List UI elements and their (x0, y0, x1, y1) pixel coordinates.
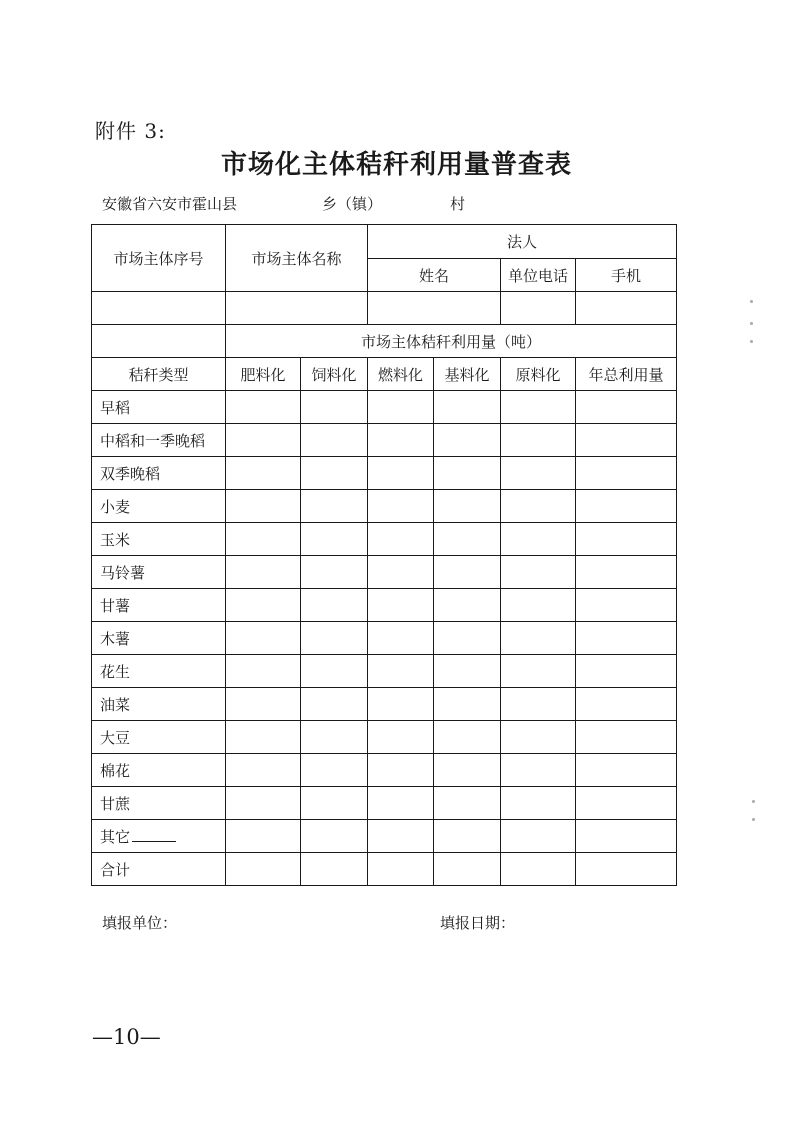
crop-name: 棉花 (100, 761, 131, 780)
data-cell[interactable] (301, 622, 368, 655)
crop-name: 早稻 (100, 398, 131, 417)
data-cell[interactable] (501, 523, 576, 556)
fill-date-label: 填报日期： (440, 914, 516, 932)
crop-row (92, 589, 677, 622)
crop-label (92, 622, 226, 655)
data-cell[interactable] (301, 391, 368, 424)
data-cell[interactable] (576, 457, 677, 490)
crop-label (92, 556, 226, 589)
attachment-label: 附件 3: (95, 119, 166, 143)
data-cell[interactable] (501, 721, 576, 754)
usage-header-blank (92, 325, 226, 358)
data-cell[interactable] (368, 457, 434, 490)
header-legal-phone: 单位电话 (501, 259, 576, 292)
data-cell[interactable] (226, 754, 301, 787)
col-fuel: 燃料化 (368, 358, 434, 391)
header-legal-mobile: 手机 (576, 259, 677, 292)
data-cell[interactable] (368, 391, 434, 424)
col-straw-type: 秸秆类型 (92, 358, 226, 391)
data-cell[interactable] (576, 688, 677, 721)
data-cell[interactable] (434, 754, 501, 787)
crop-row (92, 391, 677, 424)
data-cell[interactable] (576, 391, 677, 424)
col-raw-material: 原料化 (501, 358, 576, 391)
data-cell[interactable] (501, 490, 576, 523)
data-cell[interactable] (301, 688, 368, 721)
page-title: 市场化主体秸秆利用量普查表 (220, 150, 572, 180)
crop-label (92, 523, 226, 556)
total-label: 合计 (92, 853, 226, 886)
data-cell[interactable] (226, 523, 301, 556)
header-entity-name: 市场主体名称 (226, 225, 368, 292)
crop-name: 甘蔗 (100, 794, 131, 813)
data-cell[interactable] (301, 754, 368, 787)
legal-phone-cell[interactable] (501, 292, 576, 325)
data-cell[interactable] (301, 424, 368, 457)
data-cell[interactable] (576, 721, 677, 754)
data-cell[interactable] (576, 754, 677, 787)
crop-name: 马铃薯 (100, 563, 146, 582)
usage-header: 市场主体秸秆利用量（吨） (226, 325, 677, 358)
data-cell[interactable] (368, 754, 434, 787)
data-cell[interactable] (226, 655, 301, 688)
data-cell[interactable] (576, 424, 677, 457)
crop-label (92, 787, 226, 820)
data-cell[interactable] (226, 424, 301, 457)
data-cell[interactable] (576, 556, 677, 589)
data-cell[interactable] (226, 457, 301, 490)
data-cell[interactable] (301, 721, 368, 754)
data-cell[interactable] (434, 787, 501, 820)
column-header-row (92, 358, 677, 391)
header-legal-person: 法人 (368, 225, 677, 259)
crop-label (92, 424, 226, 457)
crop-label (92, 490, 226, 523)
data-cell[interactable] (301, 853, 368, 886)
crop-label (92, 655, 226, 688)
crop-name: 油菜 (100, 695, 131, 714)
crop-label (92, 754, 226, 787)
data-cell[interactable] (368, 424, 434, 457)
data-cell[interactable] (576, 820, 677, 853)
data-cell[interactable] (434, 457, 501, 490)
data-cell[interactable] (576, 853, 677, 886)
crop-name: 小麦 (100, 497, 131, 516)
data-cell[interactable] (434, 424, 501, 457)
data-cell[interactable] (368, 556, 434, 589)
crop-row (92, 523, 677, 556)
data-cell[interactable] (226, 490, 301, 523)
data-cell[interactable] (501, 655, 576, 688)
data-cell[interactable] (576, 589, 677, 622)
data-cell[interactable] (301, 655, 368, 688)
data-cell[interactable] (434, 622, 501, 655)
crop-row (92, 655, 677, 688)
data-cell[interactable] (368, 721, 434, 754)
crop-row (92, 820, 677, 853)
data-cell[interactable] (368, 655, 434, 688)
data-cell[interactable] (501, 457, 576, 490)
crop-row (92, 556, 677, 589)
crop-label (92, 820, 226, 853)
crop-name: 花生 (100, 662, 131, 681)
col-substrate: 基料化 (434, 358, 501, 391)
data-cell[interactable] (301, 787, 368, 820)
data-cell[interactable] (368, 490, 434, 523)
data-cell[interactable] (301, 457, 368, 490)
data-cell[interactable] (226, 391, 301, 424)
scan-speck (750, 340, 753, 343)
col-annual-total: 年总利用量 (576, 358, 677, 391)
data-cell[interactable] (576, 523, 677, 556)
fill-unit-label: 填报单位： (102, 914, 178, 932)
crop-row (92, 457, 677, 490)
data-cell[interactable] (434, 589, 501, 622)
data-cell[interactable] (501, 589, 576, 622)
total-row (92, 853, 677, 886)
data-cell[interactable] (368, 853, 434, 886)
data-cell[interactable] (501, 391, 576, 424)
survey-table (91, 224, 677, 886)
data-cell[interactable] (368, 523, 434, 556)
data-cell[interactable] (501, 754, 576, 787)
data-cell[interactable] (226, 853, 301, 886)
scan-speck (752, 818, 755, 821)
data-cell[interactable] (576, 490, 677, 523)
crop-row (92, 754, 677, 787)
crop-label (92, 457, 226, 490)
data-cell[interactable] (434, 655, 501, 688)
header-entity-no: 市场主体序号 (92, 225, 226, 292)
data-cell[interactable] (501, 853, 576, 886)
data-cell[interactable] (501, 424, 576, 457)
data-cell[interactable] (226, 688, 301, 721)
data-cell[interactable] (226, 787, 301, 820)
crop-label (92, 721, 226, 754)
data-cell[interactable] (501, 556, 576, 589)
data-cell[interactable] (301, 820, 368, 853)
crop-name: 其它 (100, 827, 131, 846)
location-county: 安徽省六安市霍山县 (102, 195, 238, 213)
entity-name-cell[interactable] (226, 292, 368, 325)
data-cell[interactable] (434, 688, 501, 721)
crop-row (92, 622, 677, 655)
data-cell[interactable] (576, 622, 677, 655)
entity-no-cell[interactable] (92, 292, 226, 325)
crop-row (92, 688, 677, 721)
data-cell[interactable] (434, 490, 501, 523)
other-crop-blank[interactable] (132, 828, 176, 842)
data-cell[interactable] (434, 853, 501, 886)
data-cell[interactable] (226, 589, 301, 622)
data-cell[interactable] (226, 556, 301, 589)
page-number: —10— (92, 1025, 161, 1049)
crop-name: 中稻和一季晚稻 (100, 431, 206, 450)
data-cell[interactable] (434, 820, 501, 853)
data-cell[interactable] (226, 721, 301, 754)
data-cell[interactable] (301, 589, 368, 622)
data-cell[interactable] (434, 556, 501, 589)
crop-row (92, 490, 677, 523)
col-feed: 饲料化 (301, 358, 368, 391)
crop-label (92, 589, 226, 622)
data-cell[interactable] (434, 523, 501, 556)
legal-mobile-cell[interactable] (576, 292, 677, 325)
data-cell[interactable] (576, 787, 677, 820)
crop-name: 玉米 (100, 530, 131, 549)
data-cell[interactable] (226, 622, 301, 655)
crop-name: 双季晚稻 (100, 464, 161, 483)
crop-name: 木薯 (100, 629, 131, 648)
data-cell[interactable] (501, 820, 576, 853)
entity-input-row (92, 292, 677, 325)
data-cell[interactable] (301, 556, 368, 589)
location-village: 村 (450, 195, 466, 213)
data-cell[interactable] (301, 523, 368, 556)
data-cell[interactable] (301, 490, 368, 523)
crop-label (92, 391, 226, 424)
crop-row (92, 424, 677, 457)
crop-name: 甘薯 (100, 596, 131, 615)
data-cell[interactable] (226, 820, 301, 853)
location-township: 乡（镇） (322, 195, 383, 213)
col-fertilizer: 肥料化 (226, 358, 301, 391)
data-cell[interactable] (368, 787, 434, 820)
data-cell[interactable] (434, 721, 501, 754)
data-cell[interactable] (434, 391, 501, 424)
data-cell[interactable] (368, 688, 434, 721)
data-cell[interactable] (501, 688, 576, 721)
data-cell[interactable] (576, 655, 677, 688)
scan-speck (750, 300, 753, 303)
data-cell[interactable] (368, 820, 434, 853)
crop-name: 大豆 (100, 728, 131, 747)
crop-row (92, 721, 677, 754)
scan-speck (752, 800, 755, 803)
data-cell[interactable] (368, 622, 434, 655)
data-cell[interactable] (501, 622, 576, 655)
crop-row (92, 787, 677, 820)
header-legal-name: 姓名 (368, 259, 501, 292)
scan-speck (750, 322, 753, 325)
legal-name-cell[interactable] (368, 292, 501, 325)
data-cell[interactable] (368, 589, 434, 622)
data-cell[interactable] (501, 787, 576, 820)
crop-label (92, 688, 226, 721)
